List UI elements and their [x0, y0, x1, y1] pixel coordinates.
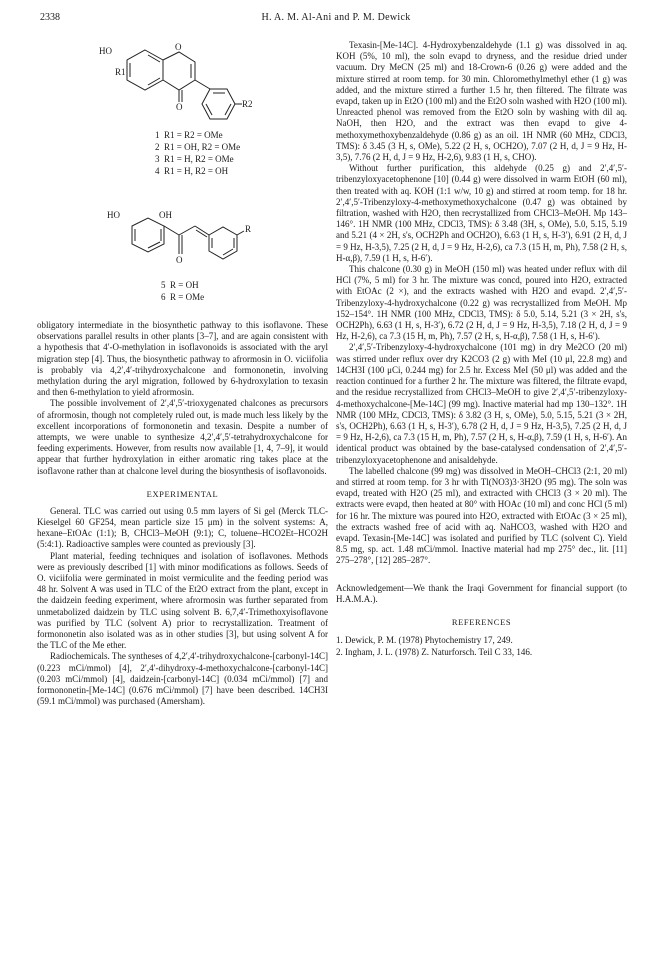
compound-3-definition: 3 R1 = H, R2 = OMe: [155, 154, 234, 164]
reference-item: 1. Dewick, P. M. (1978) Phytochemistry 17, 249.: [336, 634, 513, 645]
structure-figure: [37, 40, 328, 320]
plant-material-paragraph: Plant material, feeding techniques and isolation of isoflavones. Methods were as previously described [1] with minor modifications as follows. Seeds of O. viciifolia were germinated in moist vermiculite and the feeding period was 48 hr. Solvent A was used in TLC of the Et2O extract from the plant, except in the daidzein feeding experiment, where afrormosin was further separated from unmetabolized daidzein by TLC using solvent B. 6,7,4′-Trimethoxyisoflavone was purified by TLC (solvent A) prior to recrystallization. Treatment of formononetin also isolated was as in other studies [3], but using solvent A for the TLC of the Me ether.: [37, 550, 328, 651]
isoflavone-r2-label: R2: [242, 99, 253, 109]
left-column: [37, 40, 328, 708]
compound-5-definition: 5 R = OH: [161, 280, 199, 290]
compound-2-definition: 2 R1 = OH, R2 = OMe: [155, 142, 241, 152]
chalcone-hydrolysis-paragraph: This chalcone (0.30 g) in MeOH (150 ml) was heated under reflux with dil HCl (7%, 5 ml) for 3 hr. The mixture was concd, poured into H2O, extracted with EtOAc (2 ×), and the extracts washed with H2O and evapd. 2′,4′,5′-Tribenzyloxy-4-hydroxychalcone (0.22 g) was recrystallized from MeOH. Mp 152–154°. 1H NMR (100 MHz, CDCl3, TMS): δ 5.0, 5.14, 5.21 (3 × 2H, s's, OCH2Ph), 6.63 (1 H, s, H-3′), 6.72 (2 H, d, J = 9 Hz, H-3,5), 7.18 (2 H, d, J = 9 Hz, H-2,6), ca 7.3 (15 H, m, Ph), 7.57 (2 H, s, H-α,β), 7.58 (1 H, s, H-6′).: [336, 264, 627, 342]
radiochemicals-paragraph: Radiochemicals. The syntheses of 4,2′,4′-trihydroxychalcone-[carbonyl-14C] (0.223 mCi/mmol) [4], 2′,4′-dihydroxy-4-methoxychalcone-[carbonyl-14C] (0.203 mCi/mmol) [4], daidzein-[carbonyl-14C] (0.034 mCi/mmol) [7] and formononetin-[Me-14C] (0.676 mCi/mmol) [7] have been described. 14CH3I (59.1 mCi/mmol) was purchased (Amersham).: [37, 651, 328, 707]
intro-paragraph: The possible involvement of 2′,4′,5′-trioxygenated chalcones as precursors of afrormosin, though not completely ruled out, is made much less likely by the excellent incorporations of formononetin and texasin. Despite a number of attempts, we were unable to synthesize 4,2′,4′,5′-tetrahydroxychalcone for feeding experiments. However, from results now available [1, 4, 7–9], it would appear that further hydroxylation in either aromatic ring takes place at the isoflavone rather than at chalcone level during the biosynthesis of isoflavonoids.: [37, 398, 328, 476]
running-header: [0, 12, 672, 26]
isoflavone-ho-label: HO: [99, 46, 112, 56]
chalcone-oxygen-label: O: [176, 255, 183, 265]
reference-list: [336, 634, 627, 659]
compound-4-definition: 4 R1 = H, R2 = OH: [155, 166, 229, 176]
chalcone-r-label: R: [245, 224, 252, 234]
running-header-authors: H. A. M. Al-Ani and P. M. Dewick: [261, 12, 411, 23]
acknowledgement: Acknowledgement—We thank the Iraqi Government for financial support (to H.A.M.A.).: [336, 582, 627, 604]
methylation-paragraph: 2′,4′,5′-Tribenzyloxy-4-hydroxychalcone (101 mg) in dry Me2CO (20 ml) was stirred under reflux over dry K2CO3 (2 g) with MeI (10 μl, 22.8 mg) and 14CH3I (100 μCi, 0.244 mg) for 2.5 hr. Excess MeI (50 μl) was added and the reaction continued for a further 2 hr. The mixture was filtered, the filtrate evapd, and the residue recrystallized from CHCl3–MeOH to give 2′,4′,5′-tribenzyloxy-4-methoxychalcone-[Me-14C] (99 mg). Inactive material had mp 130–132°. 1H NMR (100 MHz, CDCl3, TMS): δ 3.82 (3 H, s, OMe), 5.0, 5.15, 5.21 (3 × 2H, s's, OCH2Ph), 6.63 (1 H, s, H-3′), 6.78 (2 H, d, J = 9 Hz, H-3,5), 7.25 (2 H, d, J = 9 Hz, H-2,6), ca 7.3 (15 H, m, Ph), 7.57 (2 H, s, H-α,β), 7.59 (1 H, s, H-6′). An identical product was obtained by the base-catalysed condensation of 2′,4′,5′-tribenzyloxyacetophenone and anisaldehyde.: [336, 342, 627, 465]
general-paragraph: General. TLC was carried out using 0.5 mm layers of Si gel (Merck TLC-Kieselgel 60 GF254, mean particle size 15 μm) in the solvent systems: A, hexane–EtOAc (1:1); B, CHCl3–MeOH (9:1); C, toluene–HCO2Et–HCO2H (5:4:1). Radioactive samples were counted as previously [3].: [37, 505, 328, 550]
compound-1-definition: 1 R1 = R2 = OMe: [155, 130, 223, 140]
texasin-synthesis-paragraph: Texasin-[Me-14C]. 4-Hydroxybenzaldehyde (1.1 g) was dissolved in aq. KOH (5%, 10 ml), the soln evapd to dryness, and the residue dried under vacuum. Dry MeCN (25 ml) and 18-Crown-6 (0.26 g) were added and the mixture stirred at room temp. for 30 min. Chloromethylmethyl ether (1 g) was added, and the mixture stirred a further 1.5 hr, then filtered. The filtrate was evapd, taken up in Et2O (100 ml) and the Et2O soln washed with H2O (100 ml). Unreacted phenol was removed from the Et2O soln by washing with dil aq. NaOH, then H2O, and the extract was then evapd to give 4-methoxymethoxybenzaldehyde (0.86 g) as an oil. 1H NMR (60 MHz, CDCl3, TMS): δ 3.45 (3 H, s, OMe), 5.22 (2 H, s, OCH2O), 7.07 (2 H, d, J = 9 Hz, H-3,5), 7.76 (2 H, d, J = 9 Hz, H-2,6), 9.83 (1 H, s, CHO).: [336, 40, 627, 163]
isoflavone-ring-a: [127, 50, 163, 90]
intro-paragraph: obligatory intermediate in the biosynthetic pathway to this isoflavone. These observations parallel results in other plants [3–7], and are again consistent with a hypothesis that 4′-O-methylation in isoflavonoids is associated with the aryl migration step [4]. Thus, the biosynthetic pathway to afrormosin in O. viciifolia is probably via 4,2′,4′-trihydroxychalcone and formononetin, involving methylation during the aryl migration, followed by 6-hydroxylation to texasin and then 6-methylation to yield afrormosin.: [37, 320, 328, 398]
labelled-chalcone-paragraph: The labelled chalcone (99 mg) was dissolved in MeOH–CHCl3 (2:1, 20 ml) and stirred at room temp. for 3 hr with Tl(NO3)3·3H2O (95 mg). The soln was evapd, treated with H2O (25 ml), and extracted with CHCl3 (3 × 20 ml). The extracts were evapd, then heated at 80° with HOAc (10 ml) and conc HCl (5 ml) for 16 hr. The mixture was poured into H2O, extracted with EtOAc (3 × 25 ml), the extracts washed free of acid with aq. NaHCO3, washed with H2O and evapd. Texasin-[Me-14C] was isolated and purified by TLC (solvent C). Yield 8.5 mg, sp. act. 1.48 mCi/mmol. Inactive material had mp 275° dec., lit. [11] 275–278°, [12] 285–287°.: [336, 465, 627, 566]
chalcone-oh-label: OH: [159, 210, 172, 220]
compound-6-definition: 6 R = OMe: [161, 292, 205, 302]
page-number: 2338: [40, 12, 60, 23]
isoflavone-ring-c: [163, 52, 195, 90]
chemical-structures-drawing: [37, 40, 328, 320]
chalcone-ho-label: HO: [107, 210, 120, 220]
chalcone-condensation-paragraph: Without further purification, this aldehyde (0.25 g) and 2′,4′,5′-tribenzyloxyacetophenone [10] (0.44 g) were dissolved in warm EtOH (60 ml), then treated with aq. KOH (1:1 w/w, 10 g) and stirred at room temp. for 18 hr. 2′,4′,5′-Tribenzyloxy-4-methoxymethoxychalcone (0.47 g) was obtained by filtration, washed with H2O, then recrystallized from CHCl3–MeOH. Mp 143–146°. 1H NMR (100 MHz, CDCl3, TMS): δ 3.48 (3H, s, OMe), 5.0, 5.15, 5.19 and 5.21 (4 × 2H, s's, OCH2Ph and OCH2O), 6.63 (1 H, s, H-3′), 6.91 (2 H, d, J = 9 Hz, H-3,5), 7.25 (2 H, d, J = 9 Hz, H-2,6), ca 7.3 (15 H, m, Ph), 7.58 (2 H, s, H-α,β), 7.59 (1 H, s, H-6′).: [336, 163, 627, 263]
isoflavone-carbonyl-oxygen-label: O: [176, 102, 183, 112]
chalcone-ring-b: [209, 227, 237, 259]
chalcone-ring-a: [132, 218, 164, 252]
reference-item: 2. Ingham, J. L. (1978) Z. Naturforsch. Teil C 33, 146.: [336, 647, 533, 658]
references-heading: REFERENCES: [451, 616, 512, 627]
right-column: [336, 40, 627, 659]
isoflavone-ring-oxygen-label: O: [175, 42, 182, 52]
isoflavone-r1-label: R1: [115, 67, 126, 77]
experimental-heading: EXPERIMENTAL: [146, 488, 219, 499]
